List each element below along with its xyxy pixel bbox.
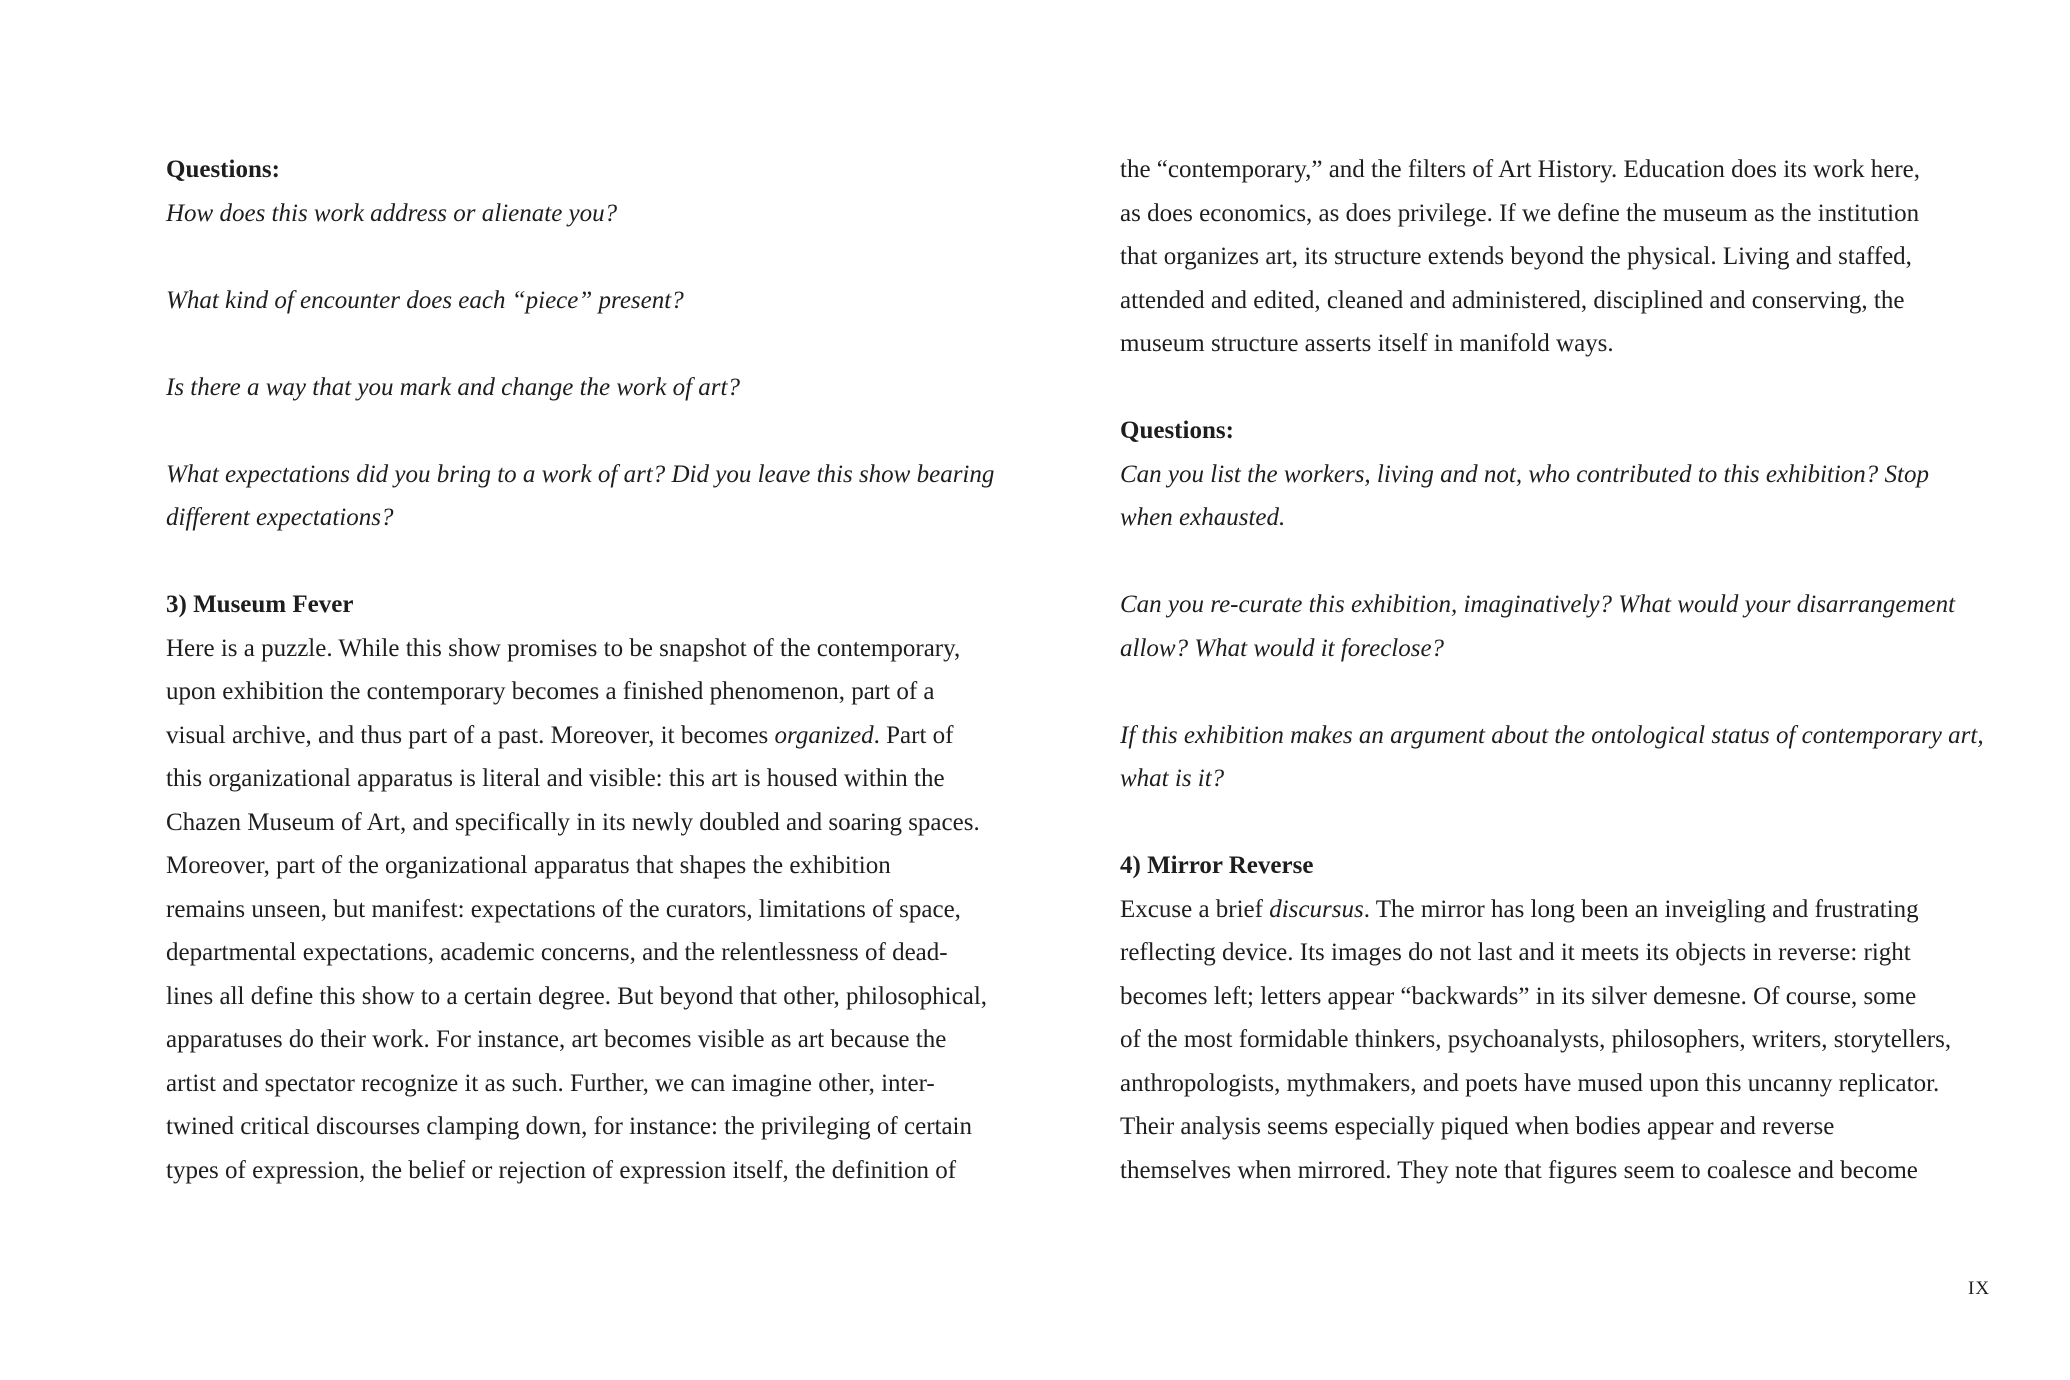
body-text: visual archive, and thus part of a past. Moreover, it becomes — [166, 721, 775, 749]
question-item: What expectations did you bring to a work of art? Did you leave this show bearing — [166, 460, 995, 488]
body-line: museum structure asserts itself in manifold ways. — [1120, 330, 1614, 357]
body-line — [166, 714, 1046, 758]
section-heading-mirror-reverse: 4) Mirror Reverse — [1120, 852, 1314, 879]
page-number: IX — [1968, 1278, 1991, 1299]
body-line: twined critical discourses clamping down, for instance: the privileging of certain — [166, 1113, 973, 1140]
question-item: allow? What would it foreclose? — [1120, 634, 1445, 662]
body-line — [1120, 888, 2000, 932]
body-line: remains unseen, but manifest: expectations of the curators, limitations of space, — [166, 895, 961, 923]
emphasis-discursus: discursus — [1269, 895, 1364, 923]
body-line: of the most formidable thinkers, psychoanalysts, philosophers, writers, storytellers, — [1120, 1026, 1952, 1053]
body-line: as does economics, as does privilege. If we define the museum as the institution — [1120, 199, 1920, 227]
question-item: What kind of encounter does each “piece” present? — [166, 286, 684, 314]
body-line: Their analysis seems especially piqued when bodies appear and reverse — [1120, 1113, 1835, 1140]
body-text: . Part of — [873, 721, 954, 749]
body-line: the “contemporary,” and the filters of Art History. Education does its work here, — [1120, 156, 1920, 183]
question-item: If this exhibition makes an argument about the ontological status of contemporary art, — [1120, 721, 1984, 749]
body-line: Chazen Museum of Art, and specifically in its newly doubled and soaring spaces. — [166, 808, 980, 836]
body-line: becomes left; letters appear “backwards” in its silver demesne. Of course, some — [1120, 982, 1917, 1010]
question-item: Can you re-curate this exhibition, imaginatively? What would your disarrangement — [1120, 591, 1956, 618]
body-line: departmental expectations, academic concerns, and the relentlessness of dead- — [166, 939, 948, 966]
body-line: upon exhibition the contemporary becomes a finished phenomenon, part of a — [166, 678, 935, 705]
body-line: themselves when mirrored. They note that figures seem to coalesce and become — [1120, 1156, 1918, 1184]
body-line: anthropologists, mythmakers, and poets have mused upon this uncanny replicator. — [1120, 1069, 1940, 1097]
right-column — [1120, 148, 2000, 1192]
body-line: apparatuses do their work. For instance, art becomes visible as art because the — [166, 1026, 947, 1053]
question-item: How does this work address or alienate you? — [166, 199, 618, 227]
question-item: different expectations? — [166, 504, 394, 531]
body-line: types of expression, the belief or rejection of expression itself, the definition of — [166, 1156, 957, 1184]
body-line: this organizational apparatus is literal and visible: this art is housed within the — [166, 765, 945, 792]
questions-heading: Questions: — [1120, 417, 1234, 444]
body-line: reflecting device. Its images do not last and it meets its objects in reverse: right — [1120, 939, 1911, 966]
body-line: artist and spectator recognize it as such. Further, we can imagine other, inter- — [166, 1069, 935, 1097]
body-line: Here is a puzzle. While this show promises to be snapshot of the contemporary, — [166, 634, 961, 662]
left-column — [166, 148, 1046, 1192]
body-line: attended and edited, cleaned and administered, disciplined and conserving, the — [1120, 286, 1905, 314]
question-item: Can you list the workers, living and not, who contributed to this exhibition? Stop — [1120, 460, 1929, 488]
emphasis-organized: organized — [774, 721, 874, 749]
body-line: lines all define this show to a certain degree. But beyond that other, philosophical, — [166, 982, 988, 1010]
body-line: Moreover, part of the organizational apparatus that shapes the exhibition — [166, 852, 891, 879]
questions-heading: Questions: — [166, 156, 280, 183]
question-item: what is it? — [1120, 765, 1225, 792]
body-text: Excuse a brief — [1120, 895, 1270, 923]
question-item: when exhausted. — [1120, 504, 1286, 531]
body-line: that organizes art, its structure extends beyond the physical. Living and staffed, — [1120, 243, 1912, 270]
body-text: . The mirror has long been an inveigling and frustrating — [1363, 895, 1919, 923]
section-heading-museum-fever: 3) Museum Fever — [166, 591, 354, 618]
question-item: Is there a way that you mark and change the work of art? — [166, 373, 740, 401]
